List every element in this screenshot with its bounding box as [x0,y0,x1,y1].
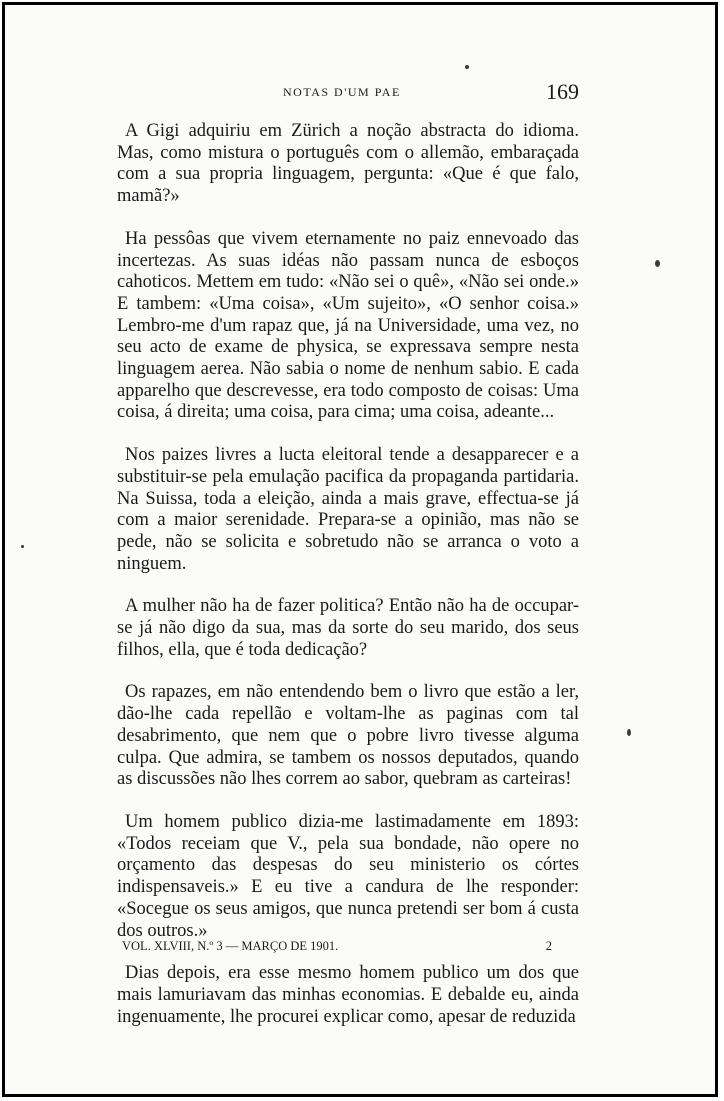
paragraph-incertezas: Ha pessôas que vivem eternamente no paiz ennevoado das incertezas. As suas idéas não passam nunca de esboços cahoticos. Mettem em tudo: «Não sei o quê», «Não sei onde.» E tambem: «Uma coisa», «Um sujeito», «O senhor coisa.» Lembro-me d'um rapaz que, já na Universidade, uma vez, no seu acto de exame de physica, se expressava sempre nesta linguagem aerea. Não sabia o nome de nenhum sabio. E cada apparelho que descrevesse, era todo composto de coisas: Uma coisa, á direita; uma coisa, para cima; uma coisa, adeante... [117,228,579,423]
ink-speck [655,260,660,267]
paragraph-homem-publico: Um homem publico dizia-me lastimadamente em 1893: «Todos receiam que V., pela sua bondade, não opere no orçamento das despesas do seu ministerio os córtes indispensaveis.» E eu tive a candura de lhe responder: «Socegue os seus amigos, que nunca pretendi ser bom á custa dos outros.» [117,811,579,941]
body-text [117,121,579,1028]
ink-speck [627,729,631,736]
ink-speck [465,65,469,69]
page-number: 169 [546,79,579,104]
running-header [117,79,579,104]
paragraph-mulher-politica: A mulher não ha de fazer politica? Então não ha de occupar-se já não digo da sua, mas da sorte do seu marido, dos seus filhos, ella, que é toda dedicação? [117,596,579,660]
footer-volume: VOL. XLVIII, N.º 3 — MARÇO DE 1901. [122,939,339,953]
paragraph-paizes-livres: Nos paizes livres a lucta eleitoral tende a desapparecer e a substituir-se pela emulação pacifica da propaganda partidaria. Na Suissa, toda a eleição, ainda a mais grave, effectua-se já com a maior serenidade. Prepara-se a opinião, mas não se pede, não se solicita e sobretudo não se arranca o voto a ninguem. [117,445,579,574]
paragraph-gigi: A Gigi adquiriu em Zürich a noção abstracta do idioma. Mas, como mistura o português com o allemão, embaraçada com a sua propria linguagem, pergunta: «Que é que falo, mamã?» [117,121,579,207]
footer-signature: 2 [545,939,552,953]
paragraph-rapazes: Os rapazes, em não entendendo bem o livro que estão a ler, dão-lhe cada repellão e voltam-lhe as paginas com tal desabrimento, que nem que o pobre livro tivesse alguma culpa. Que admira, se tambem os nossos deputados, quando as discussões não lhes correm ao sabor, quebram as carteiras! [117,682,579,790]
ink-speck [21,545,24,548]
page-footer [122,939,552,957]
running-title: NOTAS D'UM PAE [283,85,401,99]
page-frame [2,2,718,1097]
paragraph-dias-depois: Dias depois, era esse mesmo homem publico um dos que mais lamuriavam das minhas economias. E debalde eu, ainda ingenuamente, lhe procurei explicar como, apesar de reduzida [117,963,579,1027]
